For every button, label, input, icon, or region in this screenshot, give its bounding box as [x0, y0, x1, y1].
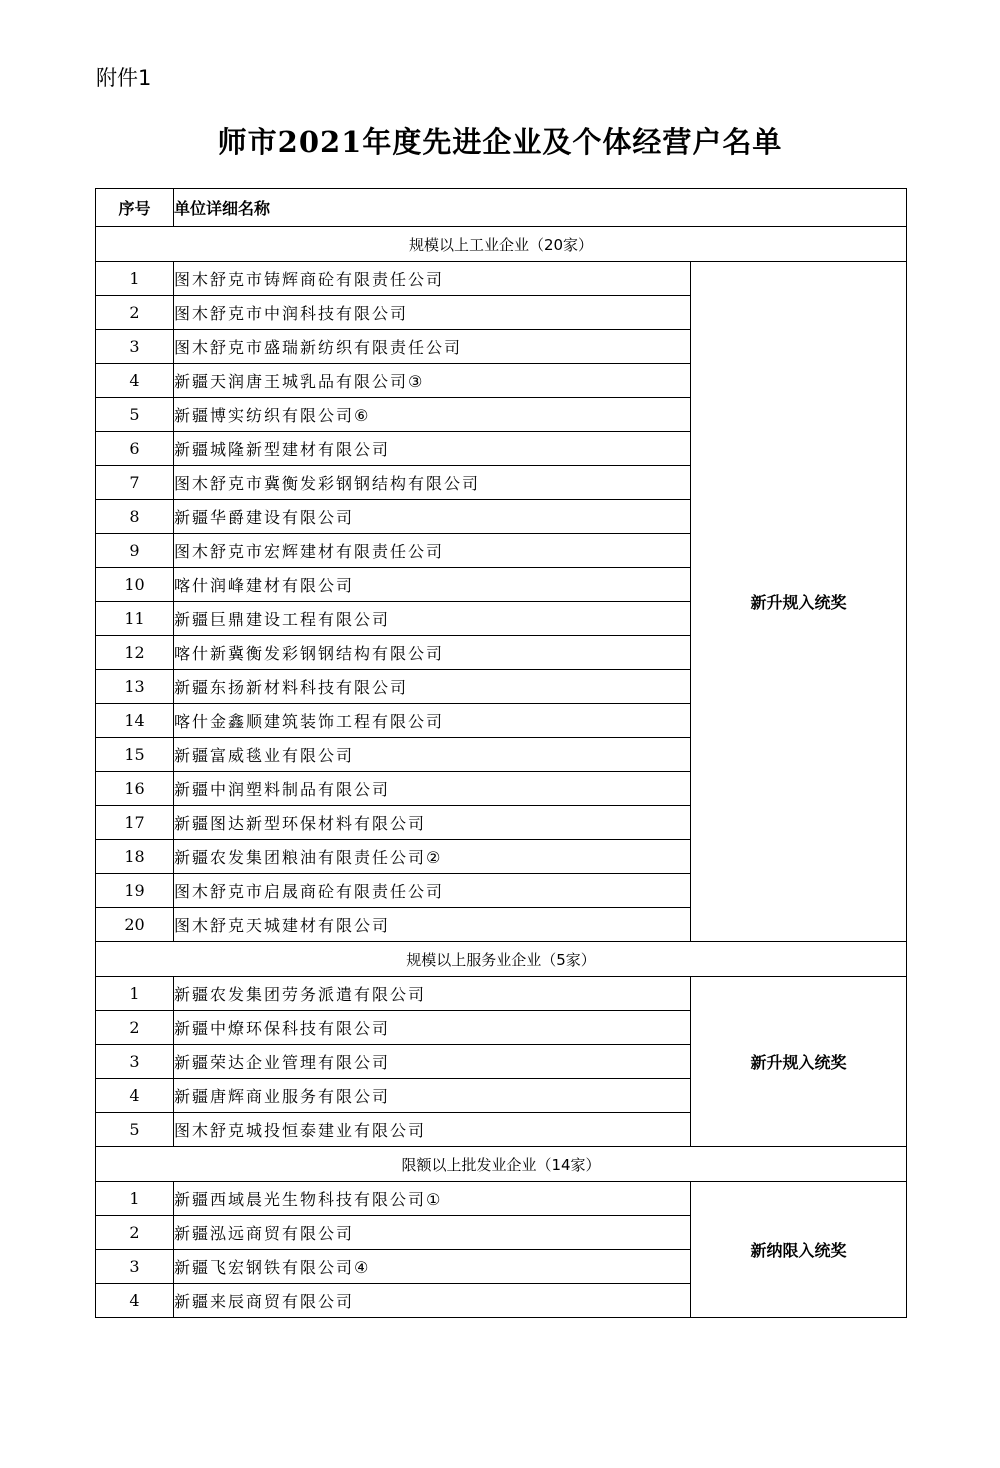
- row-index: 13: [96, 670, 174, 704]
- award-label: 新升规入统奖: [691, 262, 907, 942]
- company-name: 图木舒克市冀衡发彩钢钢结构有限公司: [174, 466, 691, 500]
- row-index: 4: [96, 1284, 174, 1318]
- company-name: 新疆富威毯业有限公司: [174, 738, 691, 772]
- table-row: [96, 977, 907, 1011]
- company-name: 喀什润峰建材有限公司: [174, 568, 691, 602]
- row-index: 20: [96, 908, 174, 942]
- row-index: 18: [96, 840, 174, 874]
- row-index: 5: [96, 1113, 174, 1147]
- row-index: 8: [96, 500, 174, 534]
- row-index: 9: [96, 534, 174, 568]
- company-name: 新疆博实纺织有限公司⑥: [174, 398, 691, 432]
- company-name: 新疆城隆新型建材有限公司: [174, 432, 691, 466]
- row-index: 15: [96, 738, 174, 772]
- row-index: 7: [96, 466, 174, 500]
- row-index: 1: [96, 262, 174, 296]
- row-index: 2: [96, 296, 174, 330]
- company-name: 新疆飞宏钢铁有限公司④: [174, 1250, 691, 1284]
- row-index: 6: [96, 432, 174, 466]
- company-name: 图木舒克市中润科技有限公司: [174, 296, 691, 330]
- company-name: 喀什金鑫顺建筑装饰工程有限公司: [174, 704, 691, 738]
- award-label: 新升规入统奖: [691, 977, 907, 1147]
- table-row: [96, 262, 907, 296]
- row-index: 16: [96, 772, 174, 806]
- section-heading-row: [96, 1147, 907, 1182]
- document-title: 师市2021年度先进企业及个体经营户名单: [217, 125, 783, 159]
- company-name: 新疆华爵建设有限公司: [174, 500, 691, 534]
- enterprise-table: [95, 188, 907, 1318]
- company-name: 新疆荣达企业管理有限公司: [174, 1045, 691, 1079]
- company-name: 新疆中润塑料制品有限公司: [174, 772, 691, 806]
- company-name: 图木舒克市启晟商砼有限责任公司: [174, 874, 691, 908]
- company-name: 新疆图达新型环保材料有限公司: [174, 806, 691, 840]
- row-index: 4: [96, 1079, 174, 1113]
- section-heading-row: [96, 942, 907, 977]
- award-label: 新纳限入统奖: [691, 1182, 907, 1318]
- row-index: 17: [96, 806, 174, 840]
- row-index: 14: [96, 704, 174, 738]
- company-name: 新疆来辰商贸有限公司: [174, 1284, 691, 1318]
- row-index: 3: [96, 1250, 174, 1284]
- table-header-row: [96, 189, 907, 227]
- header-index: 序号: [96, 189, 174, 227]
- company-name: 图木舒克市宏辉建材有限责任公司: [174, 534, 691, 568]
- row-index: 2: [96, 1011, 174, 1045]
- company-name: 新疆农发集团劳务派遣有限公司: [174, 977, 691, 1011]
- company-name: 图木舒克市铸辉商砼有限责任公司: [174, 262, 691, 296]
- row-index: 2: [96, 1216, 174, 1250]
- company-name: 新疆农发集团粮油有限责任公司②: [174, 840, 691, 874]
- company-name: 新疆东扬新材料科技有限公司: [174, 670, 691, 704]
- row-index: 3: [96, 330, 174, 364]
- table-row: [96, 1182, 907, 1216]
- row-index: 1: [96, 1182, 174, 1216]
- company-name: 图木舒克城投恒泰建业有限公司: [174, 1113, 691, 1147]
- company-name: 新疆泓远商贸有限公司: [174, 1216, 691, 1250]
- row-index: 5: [96, 398, 174, 432]
- row-index: 10: [96, 568, 174, 602]
- company-name: 图木舒克天城建材有限公司: [174, 908, 691, 942]
- company-name: 喀什新冀衡发彩钢钢结构有限公司: [174, 636, 691, 670]
- row-index: 19: [96, 874, 174, 908]
- company-name: 新疆中燎环保科技有限公司: [174, 1011, 691, 1045]
- row-index: 4: [96, 364, 174, 398]
- section-heading-row: [96, 227, 907, 262]
- enterprise-table-body: [96, 189, 907, 1318]
- row-index: 11: [96, 602, 174, 636]
- header-name: 单位详细名称: [174, 189, 907, 227]
- section-heading: 规模以上工业企业（20家）: [96, 227, 907, 262]
- company-name: 新疆巨鼎建设工程有限公司: [174, 602, 691, 636]
- company-name: 新疆唐辉商业服务有限公司: [174, 1079, 691, 1113]
- attachment-label: 附件1: [96, 66, 152, 90]
- company-name: 图木舒克市盛瑞新纺织有限责任公司: [174, 330, 691, 364]
- row-index: 1: [96, 977, 174, 1011]
- company-name: 新疆天润唐王城乳品有限公司③: [174, 364, 691, 398]
- section-heading: 限额以上批发业企业（14家）: [96, 1147, 907, 1182]
- company-name: 新疆西域晨光生物科技有限公司①: [174, 1182, 691, 1216]
- row-index: 3: [96, 1045, 174, 1079]
- section-heading: 规模以上服务业企业（5家）: [96, 942, 907, 977]
- row-index: 12: [96, 636, 174, 670]
